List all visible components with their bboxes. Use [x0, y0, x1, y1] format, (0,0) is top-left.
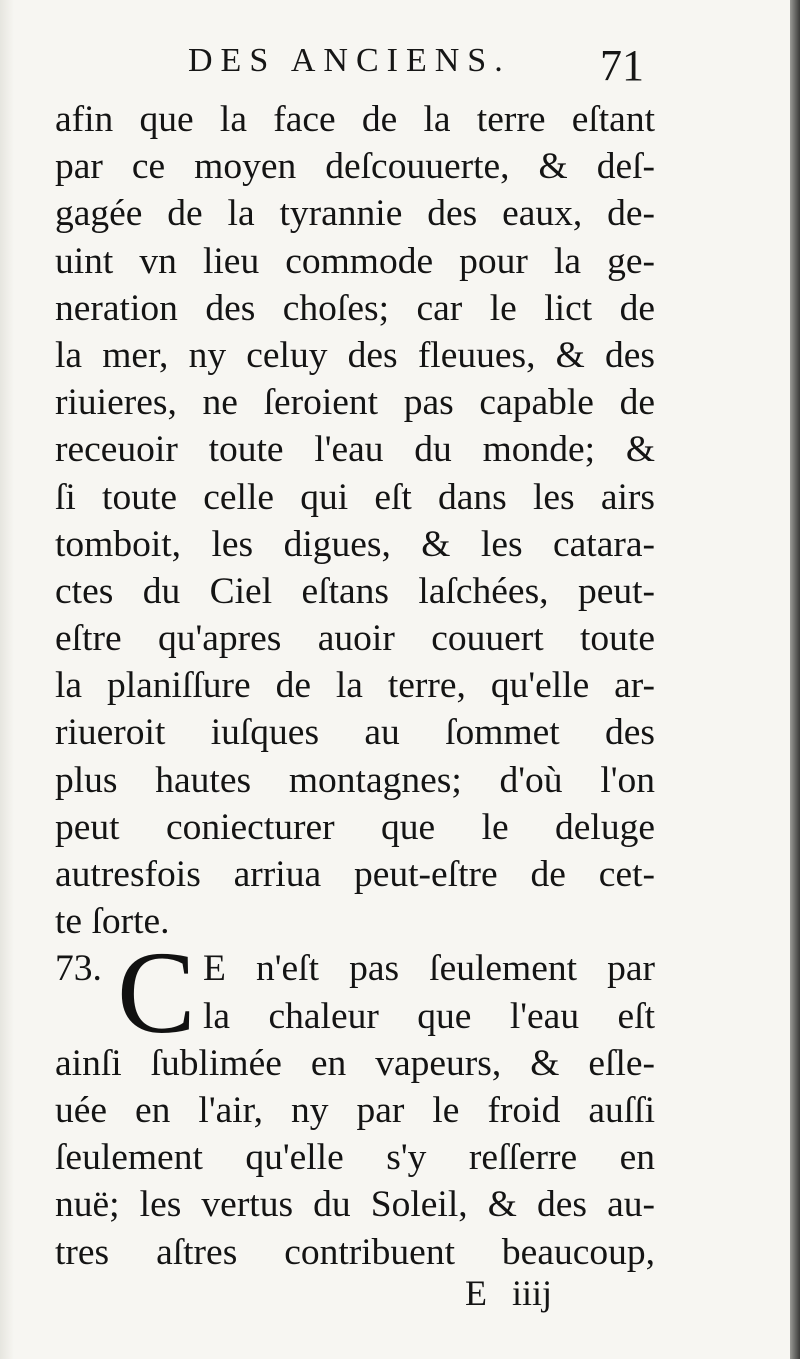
text-line: gagée de la tyrannie des eaux, de-: [55, 193, 655, 235]
text-line: E n'eſt pas ſeulement par: [203, 948, 655, 990]
running-head: DES ANCIENS.: [188, 42, 511, 79]
text-line: la planiſſure de la terre, qu'elle ar-: [55, 665, 655, 707]
text-line: uint vn lieu commode pour la ge-: [55, 240, 655, 282]
text-line: eſtre qu'apres auoir couuert toute: [55, 618, 655, 660]
page-header: [0, 40, 800, 100]
text-line: autresfois arriua peut-eſtre de cet-: [55, 854, 655, 895]
text-line: ainſi ſublimée en vapeurs, & eſle-: [55, 1042, 655, 1084]
text-line: ſeulement qu'elle s'y reſſerre en: [55, 1137, 655, 1179]
text-line: tres aſtres contribuent beaucoup,: [55, 1231, 655, 1273]
text-line: riuieres, ne ſeroient pas capable de: [55, 382, 655, 424]
text-line: tomboit, les digues, & les catara-: [55, 523, 655, 565]
body-text: [55, 96, 655, 1276]
text-line: la mer, ny celuy des fleuues, & des: [55, 334, 655, 376]
page-number: 71: [600, 41, 644, 90]
text-line: plus hautes montagnes; d'où l'on: [55, 759, 655, 801]
text-line: riueroit iuſques au ſommet des: [55, 712, 655, 754]
section-number: 73.: [55, 948, 102, 990]
text-line: afin que la face de la terre eſtant: [55, 99, 655, 140]
text-line: la chaleur que l'eau eſt: [203, 995, 655, 1037]
text-line: par ce moyen deſcouuerte, & deſ-: [55, 146, 655, 188]
text-line: nuë; les vertus du Soleil, & des au-: [55, 1184, 655, 1226]
text-line: receuoir toute l'eau du monde; &: [55, 429, 655, 471]
signature-mark: E iiij: [465, 1273, 552, 1313]
text-line: peut coniecturer que le deluge: [55, 806, 655, 848]
page-edge-shadow: [0, 0, 14, 1359]
text-line: ſi toute celle qui eſt dans les airs: [55, 476, 655, 518]
text-line: te ſorte.: [55, 901, 170, 943]
binding-gutter: [790, 0, 800, 1359]
text-line: neration des choſes; car le lict de: [55, 287, 655, 329]
drop-cap: C: [117, 927, 196, 1059]
text-line: ctes du Ciel eſtans laſchées, peut-: [55, 570, 655, 612]
text-line: uée en l'air, ny par le froid auſſi: [55, 1089, 655, 1131]
